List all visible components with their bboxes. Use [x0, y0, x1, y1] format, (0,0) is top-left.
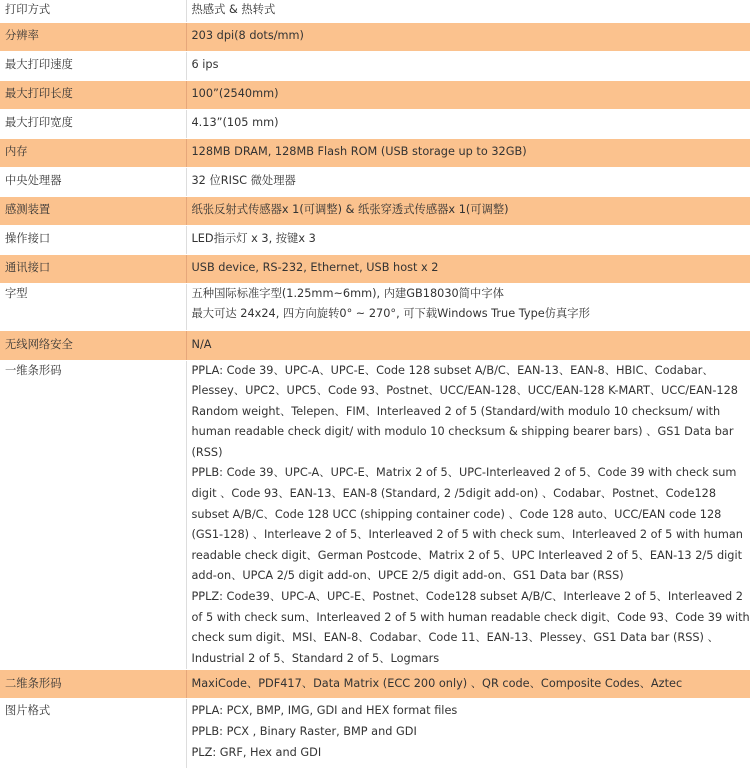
spec-value-line: 203 dpi(8 dots/mm) [192, 26, 750, 47]
spec-value-paragraph: PPLB: Code 39、UPC-A、UPC-E、Matrix 2 of 5、UPC-Interleaved 2 of 5、Code 39 with check sum digit 、Code 93、EAN-13、EAN-8 (Standard, 2 /5digit add-on) 、Codabar、Postnet、Code128 subset A/B/C、Code 128 UCC (shipping container code) 、Code 128 auto、UCC/EAN code 128 (GS1-128) 、Interleave 2 of 5、Interleaved 2 of 5 with check sum、Interleaved 2 of 5 with human readable check digit、German Postcode、Matrix 2 of 5、UPC Interleaved 2 of 5、EAN-13 2/5 digit add-on、UPCA 2/5 digit add-on、UPCE 2/5 digit add-on、GS1 Data bar (RSS) [192, 463, 750, 587]
spec-value-line: 纸张反射式传感器x 1(可调整) & 纸张穿透式传感器x 1(可调整) [192, 200, 750, 221]
spec-label: 图片格式 [0, 699, 186, 769]
spec-label: 最大打印宽度 [0, 109, 186, 138]
spec-value [186, 699, 750, 769]
spec-value [186, 80, 750, 109]
spec-value [186, 360, 750, 670]
spec-row-fonts [0, 283, 750, 330]
spec-value [186, 22, 750, 51]
spec-row-2d-barcodes [0, 670, 750, 699]
spec-row-memory [0, 138, 750, 167]
spec-value-line: 32 位RISC 微处理器 [192, 171, 750, 192]
spec-label: 最大打印速度 [0, 51, 186, 80]
spec-value-line: 4.13”(105 mm) [192, 113, 750, 134]
spec-value-line: USB device, RS-232, Ethernet, USB host x 2 [192, 258, 750, 279]
spec-value [186, 225, 750, 254]
spec-label: 中央处理器 [0, 167, 186, 196]
spec-value-paragraph: PPLA: Code 39、UPC-A、UPC-E、Code 128 subset A/B/C、EAN-13、EAN-8、HBIC、Codabar、Plessey、UPC2、UPC5、Code 93、Postnet、UCC/EAN-128、UCC/EAN-128 K-MART、UCC/EAN-128 Random weight、Telepen、FIM、Interleaved 2 of 5 (Standard/with modulo 10 checksum/ with human readable check digit/ with modulo 10 checksum & shipping bearer bars) 、GS1 Data bar (RSS) [192, 361, 750, 464]
spec-value-line: MaxiCode、PDF417、Data Matrix (ECC 200 only) 、QR code、Composite Codes、Aztec [192, 674, 750, 695]
spec-row-wireless-security [0, 330, 750, 360]
spec-value-line: PLZ: GRF, Hex and GDI [192, 743, 750, 764]
spec-value [186, 196, 750, 225]
spec-label: 操作接口 [0, 225, 186, 254]
spec-value [186, 167, 750, 196]
spec-row-cpu [0, 167, 750, 196]
spec-row-max-speed [0, 51, 750, 80]
spec-label: 一维条形码 [0, 360, 186, 670]
spec-row-sensors [0, 196, 750, 225]
spec-value-line: 128MB DRAM, 128MB Flash ROM (USB storage up to 32GB) [192, 142, 750, 163]
spec-value [186, 330, 750, 360]
spec-row-max-length [0, 80, 750, 109]
spec-label: 打印方式 [0, 0, 186, 22]
spec-value-line: 热感式 & 热转式 [192, 0, 750, 21]
spec-label: 感测装置 [0, 196, 186, 225]
spec-label: 无线网络安全 [0, 330, 186, 360]
spec-value [186, 283, 750, 330]
spec-value-line: N/A [192, 335, 750, 356]
spec-value [186, 254, 750, 283]
spec-value [186, 138, 750, 167]
spec-label: 通讯接口 [0, 254, 186, 283]
spec-value [186, 0, 750, 22]
spec-row-1d-barcodes [0, 360, 750, 670]
spec-label: 字型 [0, 283, 186, 330]
spec-value [186, 109, 750, 138]
spec-value-line: 最大可达 24x24, 四方向旋转0° ~ 270°, 可下载Windows True Type仿真字形 [192, 304, 750, 325]
spec-value [186, 670, 750, 699]
spec-row-image-formats [0, 699, 750, 769]
spec-row-max-width [0, 109, 750, 138]
spec-value-line: 100”(2540mm) [192, 84, 750, 105]
spec-value-line: PPLA: PCX, BMP, IMG, GDI and HEX format files [192, 701, 750, 722]
spec-value-line: 五种国际标准字型(1.25mm~6mm), 内建GB18030简中字体 [192, 284, 750, 305]
spec-label: 内存 [0, 138, 186, 167]
spec-row-operation-interface [0, 225, 750, 254]
spec-label: 最大打印长度 [0, 80, 186, 109]
spec-value-line: 6 ips [192, 55, 750, 76]
spec-label: 分辨率 [0, 22, 186, 51]
spec-value [186, 51, 750, 80]
spec-value-paragraph: PPLZ: Code39、UPC-A、UPC-E、Postnet、Code128 subset A/B/C、Interleave 2 of 5、Interleaved 2 of 5 with check sum、Interleaved 2 of 5 with human readable check digit、Code 93、Code 39 with check sum digit、MSI、EAN-8、Codabar、Code 11、EAN-13、Plessey、GS1 Data bar (RSS) 、Industrial 2 of 5、Standard 2 of 5、Logmars [192, 587, 750, 669]
spec-row-communication [0, 254, 750, 283]
spec-row-print-method [0, 0, 750, 22]
spec-row-resolution [0, 22, 750, 51]
spec-value-line: PPLB: PCX , Binary Raster, BMP and GDI [192, 722, 750, 743]
spec-label: 二维条形码 [0, 670, 186, 699]
spec-value-line: LED指示灯 x 3, 按键x 3 [192, 229, 750, 250]
